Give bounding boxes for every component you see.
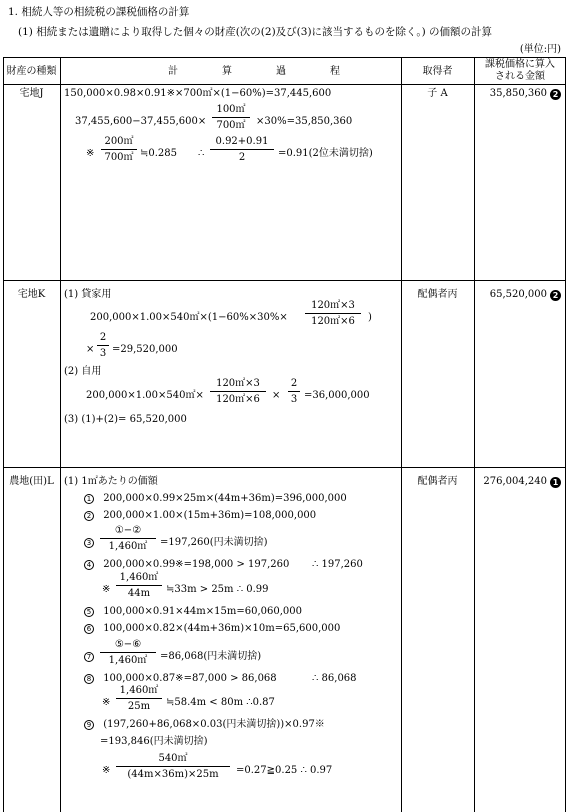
calc-line: ×	[86, 344, 95, 355]
circled-number-icon: 8	[84, 674, 94, 684]
fraction-denominator: 1,460㎡	[108, 540, 148, 552]
step-text: ≒33m > 25m ∴ 0.99	[166, 584, 269, 595]
calc-line: =36,000,000	[304, 390, 370, 401]
table-border-top	[3, 57, 566, 58]
numbered-step	[84, 651, 94, 663]
fraction	[101, 136, 137, 163]
filled-circle-1-icon: 1	[550, 477, 561, 488]
col-header-process: 計 算 過 程	[168, 66, 340, 77]
note-mark: ※	[102, 697, 111, 708]
step-text: 100,000×0.87※=87,000 > 86,068	[103, 673, 277, 684]
fraction	[97, 332, 109, 359]
numbered-step	[84, 537, 94, 549]
fraction	[100, 639, 156, 666]
col-divider-2	[401, 57, 402, 812]
calc-heading: (1) 貸家用	[64, 289, 112, 300]
fraction	[116, 753, 230, 780]
col-divider-3	[474, 57, 475, 812]
calc-line: 200,000×1.00×540㎡×(1−60%×30%×	[90, 312, 288, 323]
fraction-numerator: 540㎡	[116, 753, 230, 767]
fraction-numerator: ①−②	[100, 525, 156, 539]
fraction	[210, 378, 266, 405]
step-text: 200,000×1.00×(15m+36m)=108,000,000	[103, 510, 317, 521]
fraction	[116, 685, 162, 712]
col-header-acquirer: 取得者	[422, 66, 453, 77]
step-text: =0.27≧0.25 ∴ 0.97	[236, 765, 333, 776]
calc-line: ≒0.285	[140, 148, 178, 159]
fraction-numerator: 1,460㎡	[116, 572, 162, 586]
fraction-numerator: 0.92+0.91	[210, 136, 274, 150]
step-text: ≒58.4m < 80m ∴0.87	[166, 697, 275, 708]
calc-line: =0.91(2位未満切捨)	[278, 148, 373, 159]
section-heading: 1. 相続人等の相続税の課税価格の計算	[8, 6, 190, 18]
fraction	[212, 104, 250, 131]
calc-line: 37,455,600−37,455,600×	[75, 116, 207, 127]
step-text: 200,000×0.99※=198,000 > 197,260	[103, 559, 290, 570]
col-divider-1	[60, 57, 61, 812]
calc-heading: (1) 1㎡あたりの価額	[64, 476, 158, 487]
note-mark: ※	[102, 584, 111, 595]
row-acquirer-k: 配偶者丙	[417, 289, 458, 300]
fraction-denominator: 2	[238, 151, 246, 163]
row-acquirer-l: 配偶者丙	[417, 476, 458, 487]
table-border-right	[565, 57, 566, 812]
calc-heading: (2) 自用	[64, 366, 102, 377]
filled-circle-2-icon: 2	[550, 290, 561, 301]
col-header-type: 財産の種類	[6, 66, 57, 77]
col-header-amount-1: 課税価格に算入	[485, 59, 555, 70]
calc-line: =29,520,000	[112, 344, 178, 355]
numbered-step	[84, 673, 277, 685]
table-border-left	[3, 57, 4, 812]
fraction	[116, 572, 162, 599]
fraction-denominator: 1,460㎡	[108, 654, 148, 666]
step-text: =197,260(円未満切捨)	[160, 537, 268, 548]
filled-circle-2-icon: 2	[550, 89, 561, 100]
fraction-denominator: 700㎡	[216, 119, 246, 131]
amount-value: 65,520,000	[489, 289, 547, 300]
circled-number-icon: 9	[84, 720, 94, 730]
fraction-numerator: 120㎡×3	[210, 378, 266, 392]
circled-number-icon: 1	[84, 494, 94, 504]
fraction-numerator: ⑤−⑥	[100, 639, 156, 653]
fraction-numerator: 2	[97, 332, 109, 346]
step-text: 100,000×0.82×(44m+36m)×10m=65,600,000	[103, 623, 341, 634]
fraction-denominator: 3	[99, 347, 107, 359]
calc-line: ×30%=35,850,360	[256, 116, 353, 127]
numbered-step	[84, 623, 340, 635]
fraction	[100, 525, 156, 552]
fraction-denominator: 3	[290, 393, 298, 405]
row-type-l: 農地(田)L	[9, 476, 54, 487]
row-amount-l	[483, 476, 561, 488]
row-amount-j	[490, 88, 561, 100]
amount-value: 276,004,240	[483, 476, 547, 487]
numbered-step	[84, 606, 302, 618]
step-text: ∴ 86,068	[312, 673, 357, 684]
circled-number-icon: 2	[84, 511, 94, 521]
numbered-step	[84, 559, 289, 571]
fraction-numerator: 200㎡	[101, 136, 137, 150]
fraction-denominator: 120㎡×6	[311, 315, 355, 327]
circled-number-icon: 6	[84, 624, 94, 634]
amount-value: 35,850,360	[489, 88, 547, 99]
row-divider	[3, 467, 566, 468]
row-acquirer-j: 子 A	[427, 88, 448, 99]
fraction-denominator: 700㎡	[104, 151, 134, 163]
row-amount-k	[490, 289, 561, 301]
step-text: ∴ 197,260	[312, 559, 363, 570]
step-text: 200,000×0.99×25m×(44m+36m)=396,000,000	[103, 493, 347, 504]
fraction	[210, 136, 274, 163]
fraction	[305, 300, 361, 327]
row-type-k: 宅地K	[17, 289, 46, 300]
calc-line: 150,000×0.98×0.91※×700㎡×(1−60%)=37,445,600	[64, 88, 332, 99]
calc-line: )	[368, 312, 372, 323]
step-text: (197,260+86,068×0.03(円未満切捨))×0.97※	[103, 719, 325, 730]
note-mark: ※	[102, 765, 111, 776]
fraction-denominator: 44m	[127, 587, 151, 599]
fraction-numerator: 1,460㎡	[116, 685, 162, 699]
fraction-numerator: 100㎡	[212, 104, 250, 118]
circled-number-icon: 5	[84, 607, 94, 617]
fraction-denominator: 25m	[127, 700, 151, 712]
valuation-table	[3, 57, 566, 812]
row-type-j: 宅地J	[19, 88, 44, 99]
step-text: 100,000×0.91×44m×15m=60,060,000	[103, 606, 302, 617]
numbered-step	[84, 510, 316, 522]
col-header-amount-2: される金額	[495, 71, 545, 82]
step-text: =193,846(円未満切捨)	[100, 736, 208, 747]
circled-number-icon: 3	[84, 538, 94, 548]
fraction	[288, 378, 300, 405]
calc-line: 200,000×1.00×540㎡×	[86, 390, 204, 401]
numbered-step	[84, 719, 325, 731]
circled-number-icon: 4	[84, 560, 94, 570]
circled-number-icon: 7	[84, 652, 94, 662]
sub-heading: (1) 相続または遺贈により取得した個々の財産(次の(2)及び(3)に該当するものを除く。) の価額の計算	[18, 26, 493, 38]
fraction-numerator: 2	[288, 378, 300, 392]
fraction-denominator: 120㎡×6	[216, 393, 260, 405]
note-mark: ※	[86, 148, 95, 159]
calc-line: ×	[272, 390, 281, 401]
step-text: =86,068(円未満切捨)	[160, 651, 262, 662]
numbered-step	[84, 493, 347, 505]
unit-label: (単位:円)	[519, 44, 561, 55]
calc-heading: (3) (1)+(2)= 65,520,000	[64, 414, 187, 425]
header-divider	[3, 84, 566, 85]
row-divider	[3, 280, 566, 281]
fraction-numerator: 120㎡×3	[305, 300, 361, 314]
therefore-mark: ∴	[198, 148, 205, 159]
fraction-denominator: (44m×36m)×25m	[127, 768, 219, 780]
